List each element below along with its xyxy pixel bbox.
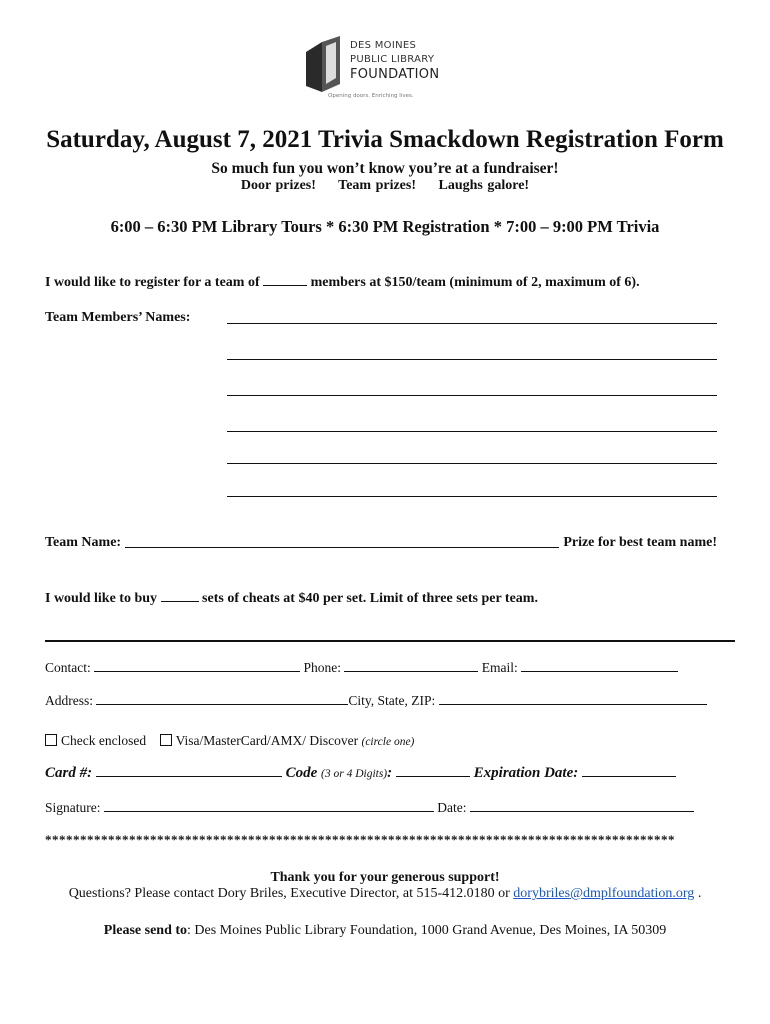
date-field[interactable] [470,800,694,812]
team-name-label: Team Name: [45,535,122,550]
date-label: Date: [437,800,467,815]
team-members-label: Team Members’ Names: [45,310,191,325]
code-field[interactable] [396,764,470,777]
prizes-line [0,178,770,194]
team-member-name-field[interactable] [227,496,717,497]
team-member-name-field[interactable] [227,463,717,464]
credit-card-checkbox[interactable] [160,734,172,746]
questions-end: . [697,886,702,901]
book-logo-icon [300,34,350,94]
card-number-label: Card #: [45,765,93,781]
prize-door: Door prizes! [240,178,316,193]
cheats-line [45,589,538,607]
expiration-label: Expiration Date: [473,765,579,781]
address-row [45,693,707,709]
logo-line-1: DES MOINES [350,40,417,51]
check-enclosed-label: Check enclosed [61,733,147,748]
cheats-suffix: sets of cheats at $40 per set. Limit of three sets per team. [202,591,538,606]
prize-laughs: Laughs galore! [438,178,530,193]
code-label: Code [285,765,318,781]
team-size-field[interactable] [263,273,307,286]
team-name-prize-note: Prize for best team name! [563,535,717,550]
subtitle: So much fun you won’t know you’re at a fundraiser! [211,160,559,177]
team-name-field[interactable] [125,535,559,548]
phone-field[interactable] [344,660,478,672]
team-member-name-field[interactable] [227,431,717,432]
check-enclosed-checkbox[interactable] [45,734,57,746]
stars-separator: ****************************************************************************************** [45,832,675,847]
team-member-name-field[interactable] [227,359,717,360]
phone-label: Phone: [303,660,342,675]
expiration-field[interactable] [582,764,676,777]
contact-label: Contact: [45,660,91,675]
send-label: Please send to [103,923,188,938]
signature-row [45,800,694,816]
register-prefix: I would like to register for a team of [45,275,260,290]
page-title: Saturday, August 7, 2021 Trivia Smackdown Registration Form [46,126,724,153]
contact-field[interactable] [94,660,300,672]
card-number-field[interactable] [96,764,282,777]
questions-line [0,886,770,902]
circle-one-hint: (circle one) [361,736,415,748]
event-schedule: 6:00 – 6:30 PM Library Tours * 6:30 PM Registration * 7:00 – 9:00 PM Trivia [110,217,660,236]
contact-email-link[interactable]: dorybriles@dmplfoundation.org [513,886,695,901]
contact-row [45,660,678,676]
signature-field[interactable] [104,800,434,812]
city-state-zip-label: City, State, ZIP: [348,693,436,708]
address-label: Address: [45,693,93,708]
city-state-zip-field[interactable] [439,693,707,705]
questions-text: Questions? Please contact Dory Briles, Executive Director, at 515-412.0180 or [68,886,510,901]
email-field[interactable] [521,660,678,672]
send-address: : Des Moines Public Library Foundation, 1000 Grand Avenue, Des Moines, IA 50309 [187,923,667,938]
section-divider [45,640,735,642]
prize-team: Team prizes! [338,178,416,193]
card-types-label: Visa/MasterCard/AMX/ Discover [175,733,359,748]
mailing-address-line [0,923,770,939]
logo-line-3: FOUNDATION [350,67,440,82]
foundation-logo [300,34,470,110]
logo-line-2: PUBLIC LIBRARY [350,54,435,65]
team-member-name-field[interactable] [227,323,717,324]
email-label: Email: [481,660,518,675]
signature-label: Signature: [45,800,101,815]
register-suffix: members at $150/team (minimum of 2, maximum of 6). [310,275,640,290]
cheats-quantity-field[interactable] [161,589,199,602]
register-team-line [45,273,640,291]
address-field[interactable] [96,693,348,705]
code-hint: (3 or 4 Digits) [321,768,388,780]
logo-tagline: Opening doors. Enriching lives. [328,93,414,99]
thank-you-text: Thank you for your generous support! [270,870,500,885]
team-name-row [45,535,717,551]
payment-options-row [45,733,414,749]
team-member-name-field[interactable] [227,395,717,396]
cheats-prefix: I would like to buy [45,591,158,606]
card-row: Card #: Code (3 or 4 Digits): Expiration Date: [45,764,676,782]
